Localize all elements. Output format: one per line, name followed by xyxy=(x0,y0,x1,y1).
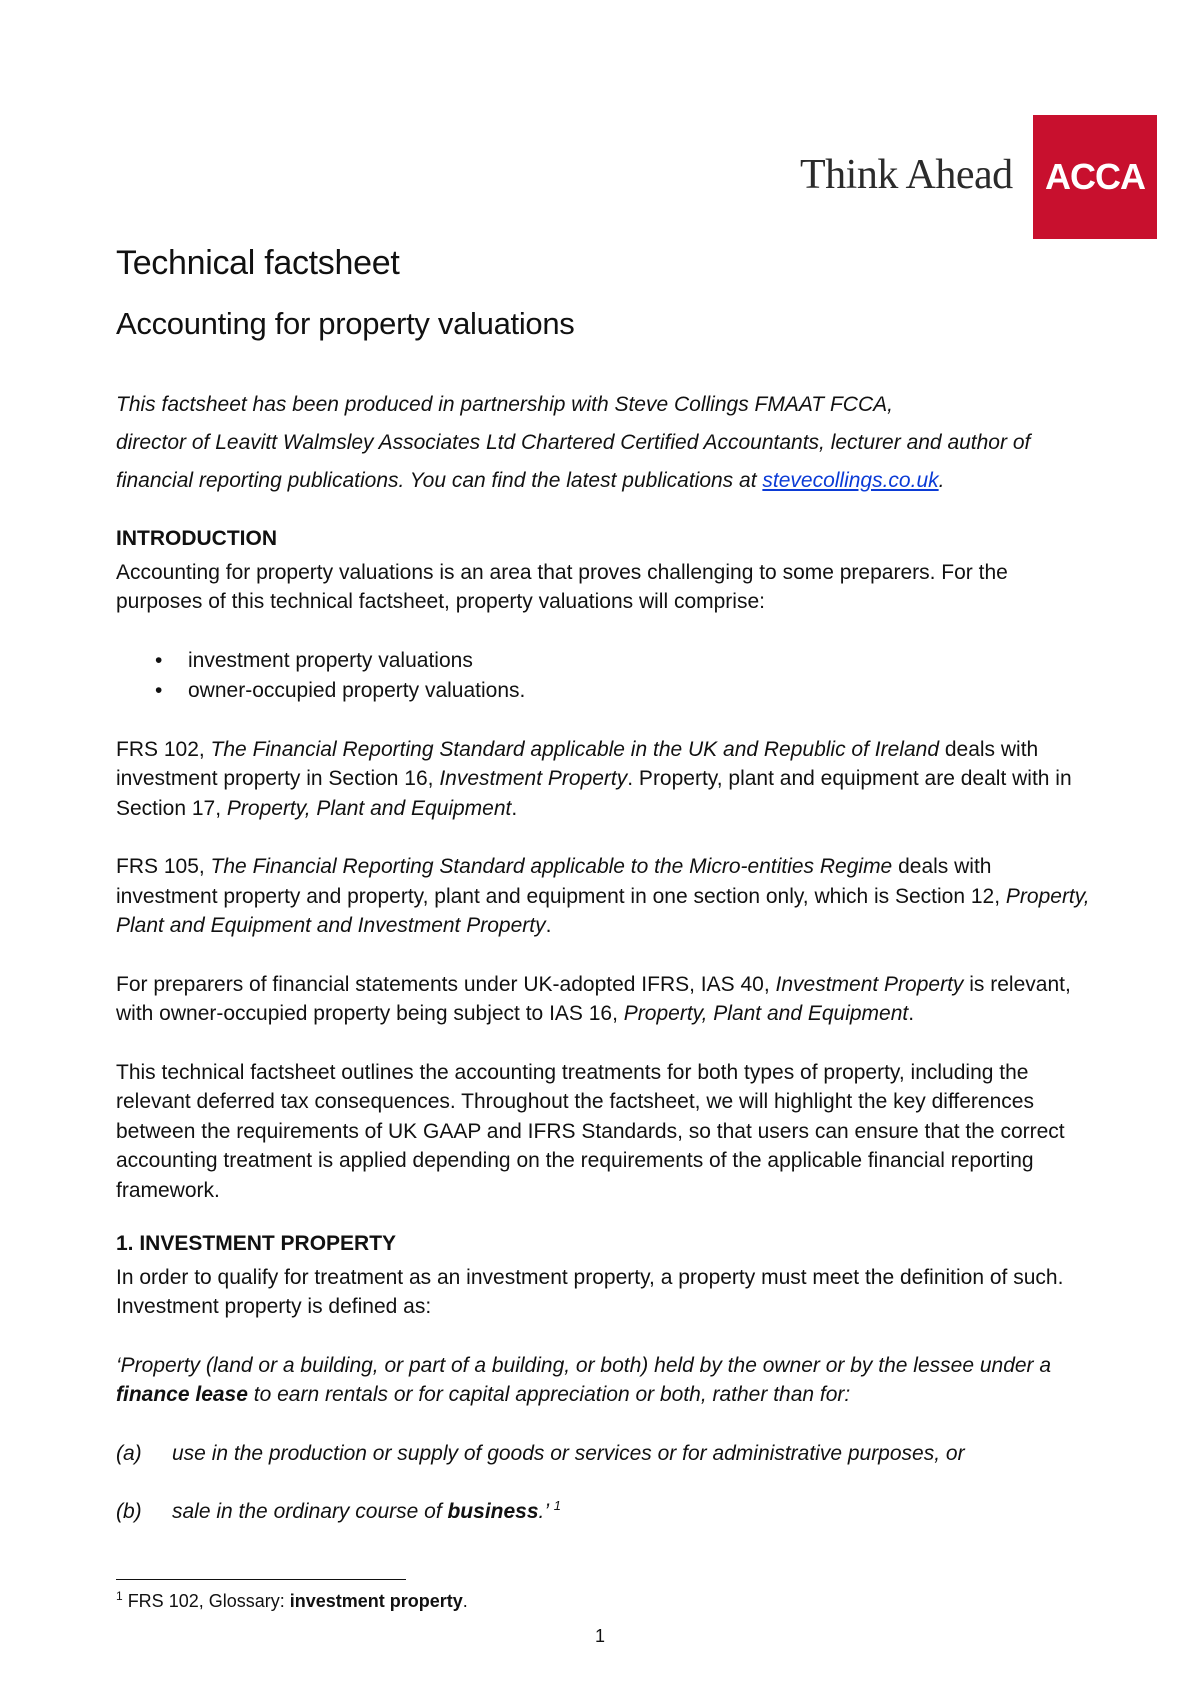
footnote-divider xyxy=(116,1579,406,1580)
acca-logo xyxy=(800,115,1157,239)
clause-b-label: (b) xyxy=(116,1500,142,1523)
frs102-paragraph xyxy=(116,735,1096,824)
clause-b-end: .’ xyxy=(538,1500,554,1523)
footnote-number: 1 xyxy=(116,1589,123,1603)
clause-a-text: use in the production or supply of goods or services or for administrative purposes, or xyxy=(172,1441,965,1465)
ifrs-text-a: For preparers of financial statements under UK-adopted IFRS, IAS 40, xyxy=(116,972,776,996)
ifrs-text-e: . xyxy=(908,1002,915,1025)
introduction-heading: INTRODUCTION xyxy=(116,527,277,550)
frs102-text-g: . xyxy=(511,796,518,820)
ifrs-text-c: is relevant, with owner-occupied property being subject to IAS 16, xyxy=(116,972,1071,1025)
quote-text-a: ‘Property (land or a building, or part of a building, or both) held by the owner or by the lessee under a xyxy=(116,1353,1052,1377)
partnership-line-3-text: financial reporting publications. You can find the latest publications at xyxy=(116,469,763,492)
frs102-text-a: FRS 102, xyxy=(116,737,211,761)
frs102-section16-title: Investment Property xyxy=(439,767,628,790)
document-body xyxy=(116,238,1096,1527)
frs105-paragraph xyxy=(116,852,1096,941)
clause-a-label: (a) xyxy=(116,1441,142,1465)
frs105-text-a: FRS 105, xyxy=(116,855,211,878)
outline-paragraph: This technical factsheet outlines the accounting treatments for both types of property, including the relevant deferred tax consequences. Throughout the factsheet, we will highlight the key differences between the requirements of UK GAAP and IFRS Standards, so that users can ensure that the correct accounting treatment is applied depending on the requirements of the applicable financial reporting framework. xyxy=(116,1060,1065,1202)
frs102-section17-title: Property, Plant and Equipment xyxy=(226,796,512,820)
clause-b xyxy=(116,1497,1096,1527)
footnote-text: FRS 102, Glossary: xyxy=(122,1591,290,1611)
investment-property-paragraph: In order to qualify for treatment as an investment property, a property must meet the definition of such. Investment property is defined as: xyxy=(116,1265,1064,1318)
page-number: 1 xyxy=(594,1626,605,1646)
property-types-list xyxy=(116,646,1096,706)
frs102-text-e: . Property, plant and equipment are dealt with in Section 17, xyxy=(116,767,1072,820)
logo-tagline: Think Ahead xyxy=(800,152,1013,198)
intro-paragraph: Accounting for property valuations is an area that proves challenging to some preparers. For the purposes of this technical factsheet, property valuations will comprise: xyxy=(116,560,1008,613)
acca-brand-box xyxy=(1033,115,1157,239)
business-term: business xyxy=(447,1500,539,1523)
frs105-section12-title: Property, Plant and Equipment and Investment Property xyxy=(116,884,1090,937)
investment-property-heading: 1. INVESTMENT PROPERTY xyxy=(116,1232,397,1255)
partnership-line-2: director of Leavitt Walmsley Associates Ltd Chartered Certified Accountants, lecturer and author of xyxy=(116,431,1031,454)
clause-b-text: sale in the ordinary course of xyxy=(172,1500,448,1523)
clause-b-content xyxy=(172,1497,561,1527)
list-item: • investment property valuations xyxy=(188,646,1096,676)
stevecollings-link[interactable]: stevecollings.co.uk xyxy=(762,469,939,492)
ifrs-paragraph xyxy=(116,970,1096,1029)
clause-a xyxy=(116,1439,1096,1469)
frs102-text-c: deals with investment property in Section 16, xyxy=(116,737,1039,790)
partnership-line-3-end: . xyxy=(938,469,945,492)
frs102-standard-title: The Financial Reporting Standard applicable in the UK and Republic of Ireland xyxy=(210,737,939,761)
page-subtitle: Accounting for property valuations xyxy=(116,306,575,341)
frs105-text-c: deals with investment property and property, plant and equipment in one section only, which is Section 12, xyxy=(116,855,1006,908)
footnote-ref[interactable]: 1 xyxy=(553,1498,561,1513)
frs105-standard-title: The Financial Reporting Standard applicable to the Micro-entities Regime xyxy=(210,855,893,878)
partnership-line-1: This factsheet has been produced in partnership with Steve Collings FMAAT FCCA, xyxy=(116,393,893,416)
footnote-term: investment property xyxy=(289,1591,463,1611)
page-title: Technical factsheet xyxy=(116,244,400,282)
footnote xyxy=(116,1589,468,1613)
footnote-end: . xyxy=(462,1591,468,1611)
definition-quote xyxy=(116,1351,1096,1410)
ias16-title: Property, Plant and Equipment xyxy=(623,1002,909,1025)
partnership-note xyxy=(116,386,1096,500)
brand-text: ACCA xyxy=(1045,156,1145,197)
finance-lease-term: finance lease xyxy=(116,1383,248,1406)
frs105-text-e: . xyxy=(545,914,552,937)
list-item: • owner-occupied property valuations. xyxy=(188,676,1096,706)
ias40-title: Investment Property xyxy=(775,972,964,996)
partnership-line-3 xyxy=(116,462,1096,500)
quote-text-b: to earn rentals or for capital appreciation or both, rather than for: xyxy=(247,1383,851,1406)
